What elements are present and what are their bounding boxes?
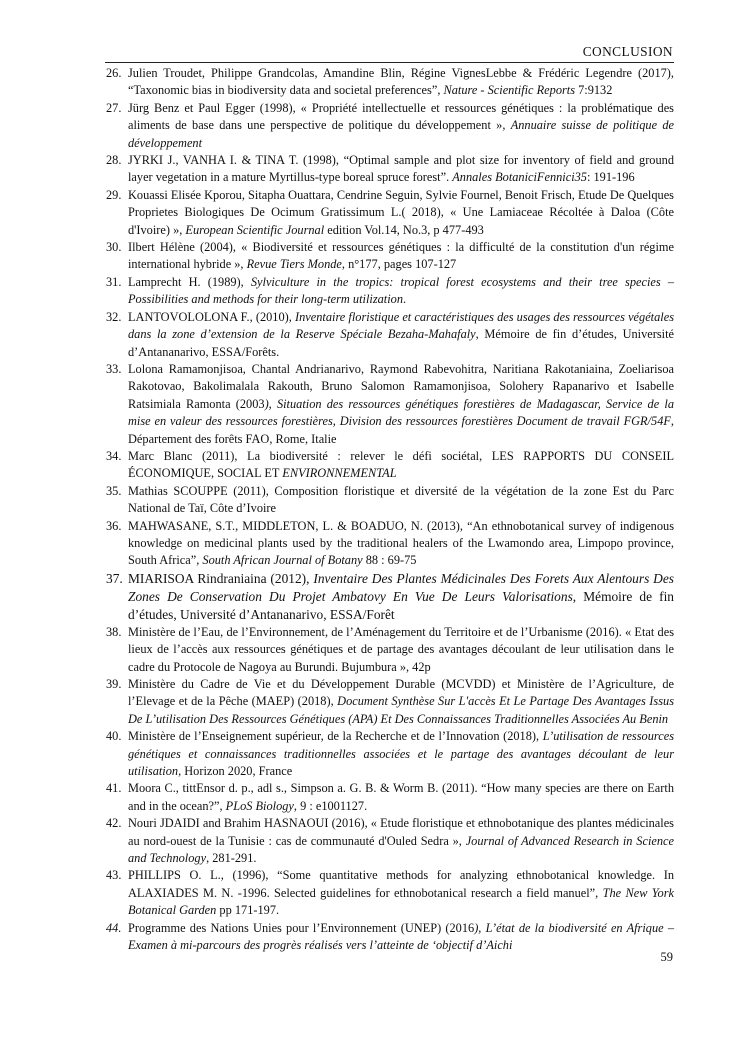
reference-text: , Département des forêts FAO, Rome, Italie — [128, 414, 674, 446]
reference-number: 38. — [106, 624, 122, 639]
reference-italic-text: Journal of Advanced Research in Science and Technology — [128, 833, 674, 866]
reference-text: Ministère de l’Eau, de l’Environnement, de l’Aménagement du Territoire et de l’Urbanisme (2016). « Etat des lieux de l’accès aux ressources génétiques et de partage des avantages découlant de leur utilisation dans le cadre du Protocole de Nagoya au Burundi. Bujumbura », 42p — [128, 624, 674, 674]
reference-text: Julien Troudet, Philippe Grandcolas, Amandine Blin, Régine VignesLebbe & Frédéric Legendre (2017), “Taxonomic bias in biodiversity data and societal preferences”, — [128, 66, 674, 98]
reference-number: 43. — [106, 868, 122, 883]
reference-item — [106, 239, 674, 274]
reference-number: 28. — [106, 153, 122, 168]
reference-list — [106, 65, 674, 955]
reference-item — [106, 867, 674, 919]
reference-item — [106, 361, 674, 448]
reference-italic-text: Sylviculture in the tropics: tropical forest ecosystems and their tree species – Possibilities and methods for their long-term utilization — [128, 274, 674, 307]
reference-text: Marc Blanc (2011), La biodiversité : relever le défi sociétal, LES RAPPORTS DU CONSEIL ÉCONOMIQUE, SOCIAL ET — [128, 448, 674, 481]
reference-italic-text: South African Journal of Botany — [202, 553, 363, 568]
reference-italic-text: Annuaire suisse de politique de développement — [128, 118, 674, 150]
reference-italic-text: ENVIRONNEMENTAL — [282, 466, 397, 481]
reference-number: 27. — [106, 100, 122, 115]
reference-text: edition Vol.14, No.3, p 477-493 — [324, 222, 484, 237]
reference-item — [106, 483, 674, 518]
reference-text: JYRKI J., VANHA I. & TINA T. (1998), “Optimal sample and plot size for inventory of field and ground layer vegetation in a mature Myrtillus-type boreal spruce forest”. — [128, 153, 674, 185]
reference-text: Programme des Nations Unies pour l’Environnement (UNEP) (2016 — [128, 920, 475, 935]
reference-italic-text: Nature - Scientific Reports — [443, 83, 576, 98]
reference-number: 30. — [106, 240, 122, 255]
reference-text: MAHWASANE, S.T., MIDDLETON, L. & BOADUO, N. (2013), “An ethnobotanical survey of indigenous knowledge on medicinal plants used by the traditional healers of the Lwamondo area, Limpopo province, South Africa”, — [128, 518, 674, 568]
reference-text: , Horizon 2020, France — [178, 764, 293, 779]
reference-item — [106, 100, 674, 152]
reference-item — [106, 187, 674, 239]
reference-text: , 9 : e1001127. — [293, 798, 368, 813]
reference-italic-text: ), L’état de la biodiversité en Afrique – Examen à mi-parcours des progrès réalisés vers l’atteinte de ‘objectif d’Aichi — [128, 920, 674, 953]
reference-number: 32. — [106, 309, 122, 324]
reference-text: Lamprecht H. (1989), — [128, 274, 251, 289]
reference-text: Ilbert Hélène (2004), « Biodiversité et ressources génétiques : la difficulté de la constitution d'un régime international hybride », — [128, 240, 674, 272]
reference-text: Nouri JDAIDI and Brahim HASNAOUI (2016), « Etude floristique et ethnobotanique des plantes médicinales au nord-ouest de la Tunisie : cas de communauté d'Ouled Sedra », — [128, 816, 674, 848]
reference-text: . — [403, 292, 407, 307]
reference-italic-text: Annales BotaniciFennici35 — [452, 170, 587, 185]
reference-text: 88 : 69-75 — [362, 553, 417, 568]
reference-item — [106, 676, 674, 728]
reference-item — [106, 780, 674, 815]
reference-number: 37. — [106, 570, 123, 586]
reference-number: 34. — [106, 448, 122, 463]
page-number: 59 — [660, 950, 673, 964]
reference-text: , 281-291. — [206, 851, 257, 866]
reference-item — [106, 65, 674, 100]
reference-text: , Mémoire de fin d’études, Université d’Antananarivo, ESSA/Forêt — [128, 588, 674, 622]
reference-text: Ministère de l’Enseignement supérieur, de la Recherche et de l’Innovation (2018), — [128, 729, 543, 744]
reference-number: 40. — [106, 729, 122, 744]
reference-text: 7:9132 — [575, 83, 613, 98]
header-divider — [105, 62, 674, 63]
reference-number: 26. — [106, 66, 122, 80]
reference-italic-text: Revue Tiers Monde — [246, 257, 342, 272]
reference-item — [106, 448, 674, 483]
reference-italic-text: Inventaire Des Plantes Médicinales Des Forets Aux Alentours Des Zones De Conservation Du Projet Ambatovy En Vue De Leurs Valorisations — [128, 570, 675, 604]
reference-item — [106, 570, 674, 624]
reference-italic-text: L’utilisation de ressources génétiques et connaissances traditionnelles associées et le partage des avantages découlant de leur utilisation — [128, 729, 674, 779]
reference-number: 36. — [106, 518, 122, 533]
reference-number: 29. — [106, 187, 122, 202]
reference-italic-text: Inventaire floristique et caractéristiques des usages des ressources végétales dans la zone d’extension de la Reserve Spéciale Bezaha-Mahafaly — [128, 309, 674, 342]
reference-item — [106, 728, 674, 780]
reference-italic-text: The New York Botanical Garden — [128, 885, 674, 918]
reference-number: 31. — [106, 274, 122, 289]
reference-text: , Mémoire de fin d’études, Université d’Antananarivo, ESSA/Forêts. — [128, 327, 674, 359]
reference-text: , n°177, pages 107-127 — [341, 257, 457, 272]
reference-number: 33. — [106, 361, 122, 376]
reference-item — [106, 815, 674, 867]
reference-item — [106, 920, 674, 955]
reference-item — [106, 624, 674, 676]
reference-text: LANTOVOLOLONA F., (2010), — [128, 309, 295, 324]
reference-text: PHILLIPS O. L., (1996), “Some quantitative methods for analyzing ethnobotanical knowledge. In ALAXIADES M. N. -1996. Selected guidelines for ethnobotanical research a field manuel”, — [128, 868, 674, 900]
reference-number: 35. — [106, 483, 122, 498]
reference-item — [106, 309, 674, 361]
reference-italic-text: PLoS Biology — [225, 798, 294, 813]
reference-text: MIARISOA Rindraniaina (2012), — [128, 570, 314, 586]
reference-item — [106, 152, 674, 187]
reference-text: : 191-196 — [586, 170, 635, 185]
reference-text: pp 171-197. — [216, 903, 280, 918]
reference-text: Moora C., tittEnsor d. p., adl s., Simpson a. G. B. & Worm B. (2011). “How many species are there on Earth and in the ocean?”, — [128, 781, 674, 813]
reference-number: 44. — [106, 920, 122, 935]
reference-text: Lolona Ramamonjisoa, Chantal Andrianarivo, Raymond Rabevohitra, Naritiana Rakotaniaina, Zoeliarisoa Rakotovao, Bakolimalala Rakouth, Bruno Salomon Ramamonjisoa, Solohery Rapanarivo et Isabelle Ratsimiala Ramonta (2003 — [128, 361, 674, 411]
reference-text: Kouassi Elisée Kporou, Sitapha Ouattara, Cendrine Seguin, Sylvie Fournel, Benoit Frisch, Etude De Quelques Proprietes Biologiques De Ocimum Gratissimum L.( 2018), « Une Lamiaceae Récoltée à Daloa (Côte d'Ivoire) », — [128, 187, 674, 237]
reference-italic-text: Document Synthèse Sur L'accès Et Le Partage Des Avantages Issus De L’utilisation Des Ressources Génétiques (APA) Et Des Connaissances Traditionnelles Associées Au Benin — [128, 694, 674, 726]
reference-number: 41. — [106, 781, 122, 796]
reference-text: Jürg Benz et Paul Egger (1998), « Propriété intellectuelle et ressources génétiques : la problématique des aliments de base dans une perspective de politique du développement », — [128, 100, 674, 133]
reference-item — [106, 518, 674, 570]
reference-text: Ministère du Cadre de Vie et du Développement Durable (MCVDD) et Ministère de l’Agriculture, de l’Elevage et de la Pêche (MAEP) (2018), — [128, 677, 674, 709]
page-header-title: CONCLUSION — [582, 44, 673, 59]
reference-italic-text: European Scientific Journal — [185, 222, 325, 237]
reference-italic-text: ), Situation des ressources génétiques forestières de Madagascar, Service de la mise en valeur des ressources forestières, Division des ressources forestières Document de travail FGR/54F — [128, 396, 674, 429]
reference-item — [106, 274, 674, 309]
reference-number: 42. — [106, 816, 122, 831]
reference-number: 39. — [106, 677, 122, 691]
reference-text: Mathias SCOUPPE (2011), Composition floristique et diversité de la végétation de la zone Est du Parc National de Taï, Côte d’Ivoire — [128, 483, 674, 516]
